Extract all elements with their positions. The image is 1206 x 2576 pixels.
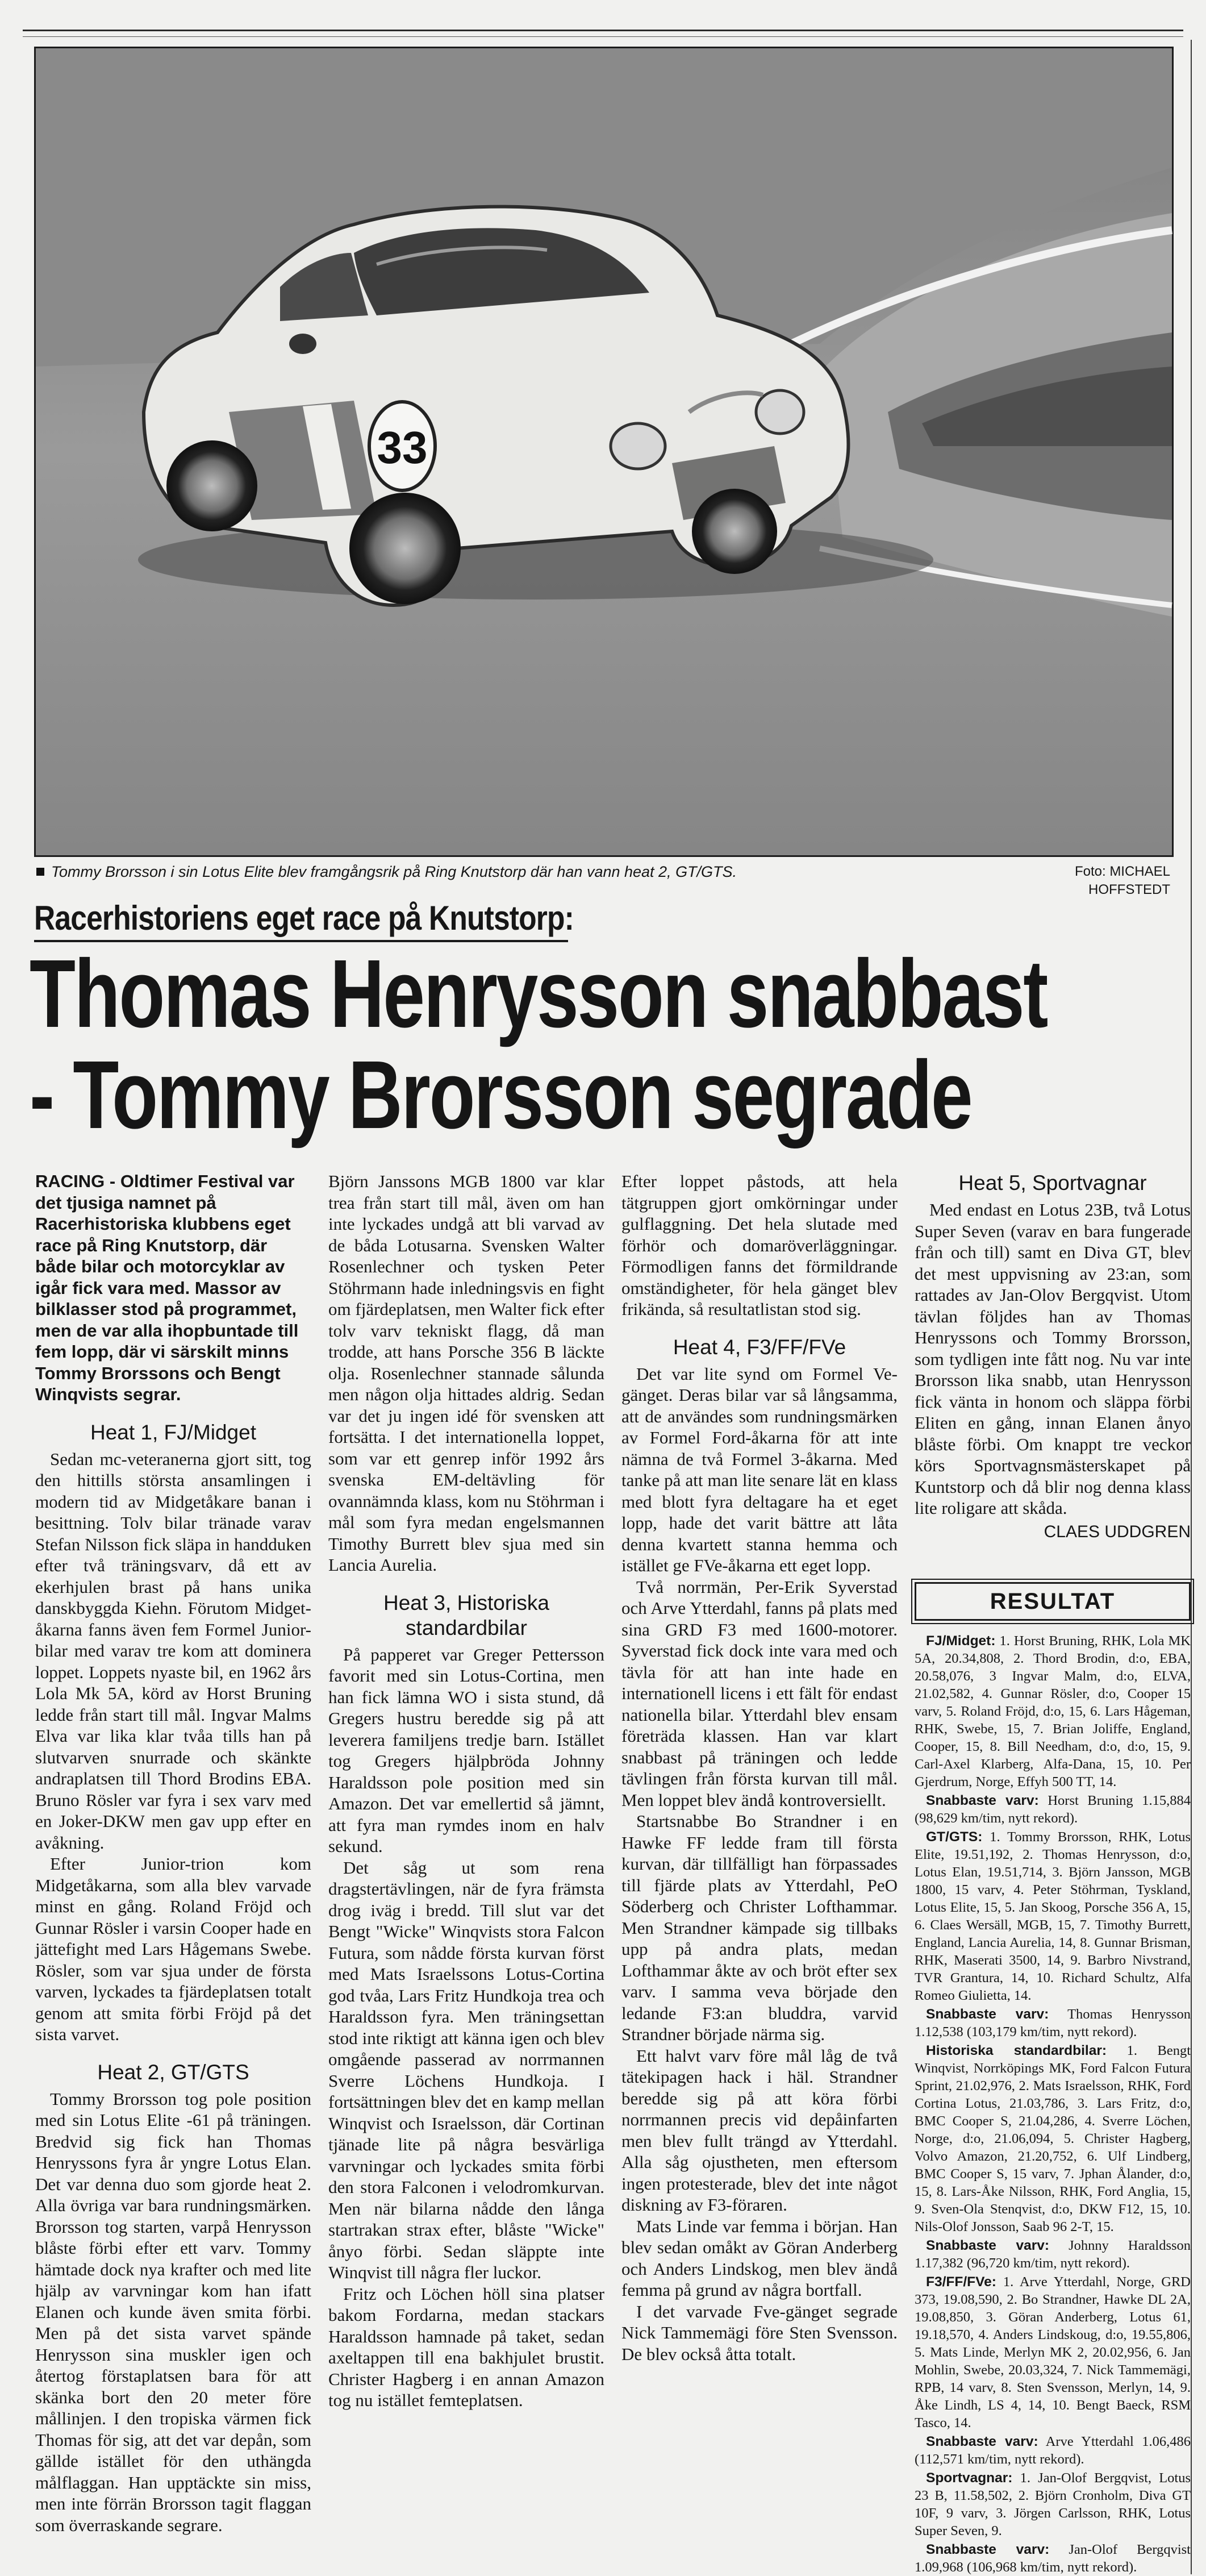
result-entry xyxy=(915,2237,1191,2272)
article-paragraph: Efter loppet påstods, att hela tätgruppen gjort omkörningar under gulflaggning. Det hela slutade med förhör och domaröverläggningar. Förmodligen fanns det förmildrande omständigheter, för hela gänget blev frikända, så resultatlistan stod sig. xyxy=(621,1171,898,1319)
results-list xyxy=(915,1632,1191,2576)
headline-line-1: Thomas Henrysson snabbast xyxy=(30,940,1048,1048)
result-entry xyxy=(915,1828,1191,2004)
page-top-rule-thin xyxy=(23,36,1183,37)
photo-caption-text: Tommy Brorsson i sin Lotus Elite blev framgångsrik på Ring Knutstorp där han vann heat 2, GT/GTS. xyxy=(51,863,737,880)
result-entry xyxy=(915,2273,1191,2432)
photo-caption xyxy=(36,863,968,881)
fastest-lap-label: Snabbaste varv: xyxy=(926,2542,1050,2557)
result-class-label: Sportvagnar: xyxy=(926,2470,1013,2486)
result-text: 1. Tommy Brorsson, RHK, Lotus Elite, 19.51,192, 2. Thomas Henrysson, d:o, Lotus Elan, 19.51,714, 3. Björn Jansson, MGB 1800, 15 varv, 4. Peter Stöhrman, Tyskland, Lotus Elite, 15, 5. Jan Skoog, Porsche 356 A, 15, 6. Claes Wersäll, MGB, 15, 7. Timothy Burrett, England, Lancia Aurelia, 14, 8. Gunnar Brisman, RHK, Maserati 3500, 14, 9. Barbro Nivstrand, TVR Grantura, 14, 10. Richard Schultz, Alfa Romeo Giulietta, 14. xyxy=(915,1829,1191,2003)
result-text: Arve Ytterdahl 1.06,486 (112,571 km/tim, nytt rekord). xyxy=(915,2434,1191,2467)
kicker-headline: Racerhistoriens eget race på Knutstorp: xyxy=(34,899,574,937)
result-entry xyxy=(915,2433,1191,2468)
result-entry xyxy=(915,2469,1191,2540)
result-text: 1. Arve Ytterdahl, Norge, GRD 373, 19.08,590, 2. Bo Strandner, Hawke DL 2A, 19.08,850, 3. Göran Anderberg, Lotus 61, 19.18,570, 4. Anders Lindskoug, d:o, 19.55,806, 5. Mats Linde, Merlyn MK 2, 20.02,956, 6. Jan Mohlin, Swebe, 20.03,324, 7. Nick Tammemägi, RPB, 14 varv, 8. Sten Svensson, Merlyn, 14, 9. Åke Lindh, LS 4, 14, 10. Bengt Baeck, RSM Tasco, 14. xyxy=(915,2274,1191,2431)
results-heading: RESULTAT xyxy=(915,1582,1191,1621)
photo-credit: Foto: MICHAEL HOFFSTEDT xyxy=(1074,864,1170,897)
result-entry xyxy=(915,1792,1191,1827)
page-top-rule xyxy=(23,30,1183,31)
result-class-label: GT/GTS: xyxy=(926,1829,983,1845)
byline: CLAES UDDGREN xyxy=(1044,1522,1191,1541)
subhead-heat-3: Heat 3, Historiska standardbilar xyxy=(383,1591,549,1639)
article-column-3 xyxy=(621,1171,898,2557)
result-text: 1. Horst Bruning, RHK, Lola MK 5A, 20.34,808, 2. Thord Brodin, d:o, EBA, 20.58,076, 3 Ingvar Malm, d:o, ELVA, 21.02,582, 4. Gunnar Rösler, d:o, Cooper 15 varv, 5. Roland Fröjd, d:o, 15, 6. Lars Hågeman, RHK, Swebe, 15, 7. Brian Joliffe, England, Cooper, 15, 8. Bill Needham, d:o, d:o, 15, 9. Carl-Axel Klarberg, Alfa-Dana, 15, 10. Per Gjerdrum, Norge, Effyh 500 TT, 14. xyxy=(915,1633,1191,1790)
article-column-1 xyxy=(35,1171,311,2557)
result-entry xyxy=(915,2541,1191,2576)
article-paragraph: Ett halvt varv före mål låg de två tätekipagen hack i häl. Strandner beredde sig på att köra förbi norrmannen precis vid depåinfarten men blev fullt trängd av Ytterdahl. Alla såg ojustheten, men eftersom ingen protesterade, blev det inte något diskning av F3-föraren. xyxy=(621,2045,898,2215)
subhead-heat-4: Heat 4, F3/FF/FVe xyxy=(673,1335,846,1359)
result-entry xyxy=(915,2005,1191,2041)
result-text: Johnny Haraldsson 1.17,382 (96,720 km/tim, nytt rekord). xyxy=(915,2238,1191,2271)
article-paragraph: Björn Janssons MGB 1800 var klar trea från start till mål, även om han inte lyckades undgå att bli varvad av de båda Lotusarna. Svensken Walter Rosenlechner och tysken Peter Stöhrmann hade inledningsvis en fight om fjärdeplatsen, men Walter fick efter tolv varv tekniskt flagg, då man trodde, att hans Porsche 356 B läckte olja. Rosenlechner stannade sålunda men någon olja hittades aldrig. Sedan var det ju ingen idé för svensken att fortsätta. I det internationella loppet, som var ett genrep inför 1992 års svenska EM-deltävling för ovannämnda klass, kom nu Stöhrman i mål som fyra medan engelsmannen Timothy Burrett blev sjua med sin Lancia Aurelia. xyxy=(328,1171,604,1575)
article-paragraph: Med endast en Lotus 23B, två Lotus Super Seven (varav en bara fungerade från och till) samt en Diva GT, blev det mest uppvisning av 23:an, som rattades av Jan-Olov Bergqvist. Utom tävlan följdes han av Thomas Henryssons och Tommy Brorsson, som tydligen inte fått nog. Nu var inte Brorsson lika snabb, utan Henrysson fick vänta in honom och släppa förbi Eliten en gång, innan Elanen ånyo blåste förbi. Om knappt tre veckor körs Sportvagnsmästerskapet på Kuntstorp och då blir nog denna klass lite roligare att skåda. xyxy=(915,1200,1191,1518)
result-class-label: FJ/Midget: xyxy=(926,1633,996,1649)
subhead-heat-5: Heat 5, Sportvagnar xyxy=(958,1171,1147,1195)
page-edge-rule xyxy=(1191,40,1192,2574)
article-column-4 xyxy=(915,1171,1191,2575)
fastest-lap-label: Snabbaste varv: xyxy=(926,1793,1039,1808)
race-car-photo xyxy=(34,47,1174,857)
result-class-label: Historiska standardbilar: xyxy=(926,2043,1107,2058)
result-text: 1. Jan-Olof Bergqvist, Lotus 23 B, 11.58,502, 2. Björn Cronholm, Diva GT 10F, 9 varv, 3. Jörgen Carlsson, RHK, Lotus Super Seven, 9. xyxy=(915,2470,1191,2538)
car-number: 33 xyxy=(377,422,428,473)
article-paragraph: På papperet var Greger Pettersson favorit med sin Lotus-Cortina, men han fick lämna WO i sista stund, då Gregers hustru beredde sig på att leverera familjens tredje barn. Istället tog Gregers hjälpbröda Johnny Haraldsson pole position med sin Amazon. Det var emellertid så jämnt, att fyra man rymdes inom en halv sekund. xyxy=(328,1644,604,1856)
fastest-lap-label: Snabbaste varv: xyxy=(926,2238,1050,2253)
article-paragraph: I det varvade Fve-gänget segrade Nick Tammemägi före Sten Svensson. De blev också åtta totalt. xyxy=(621,2301,898,2364)
article-paragraph: Efter Junior-trion kom Midgetåkarna, som alla blev varvade minst en gång. Roland Fröjd och Gunnar Rösler i varsin Cooper hade en jättefight med Lars Hågemans Swebe. Rösler, som var sjua under de första varven, lyckades ta fjärdeplatsen totalt genom att smita förbi Fröjd på det sista varvet. xyxy=(35,1854,311,2044)
article-paragraph: Sedan mc-veteranerna gjort sitt, tog den hittills största ansamlingen i modern tid av Midgetåkare banan i besittning. Tolv bilar tränade varav Stefan Nilsson fick släpa in handduken efter två träningsvarv, då ett av ekerhjulen brast på hans unika danskbyggda Kiehn. Förutom Midget-åkarna fanns även fem Formel Junior-bilar med varav tre kom att dominera loppet. Loppets nyaste bil, en 1962 års Lola Mk 5A, körd av Horst Bruning ledde från start till mål. Ingvar Malms Elva var lika klar tvåa tills han på slutvarven snurrade och skänkte andraplatsen till Thord Brodins EBA. Bruno Rösler var fyra i sex varv med en Joker-DKW men gav upp efter en avåkning. xyxy=(35,1449,311,1853)
article-paragraph: Det såg ut som rena dragstertävlingen, när de fyra främsta drog iväg i bredd. Till slut var det Bengt "Wicke" Winqvists stora Falcon Futura, som nådde första kurvan först med Mats Israelssons Lotus-Cortina god tvåa, Lars Fritz Hundkoja trea och Haraldsson fyra. Men träningsettan stod inte riktigt att känna igen och blev omgående passerad av norrmannen Sverre Löchens Hundkoja. I fortsättningen blev det en kamp mellan Winqvist och Israelsson, där Cortinan tjänade lite på några besvärliga varvningar och lyckades smita förbi den stora Falconen i velodromkurvan. Men när bilarna nådde den långa startrakan strax efter, blåste "Wicke" ånyo förbi. Sedan släppte inte Winqvist till några fler luckor. xyxy=(328,1857,604,2282)
subhead-heat-1: Heat 1, FJ/Midget xyxy=(90,1420,256,1444)
main-headline xyxy=(30,940,1049,1149)
article-paragraph: Tommy Brorsson tog pole position med sin Lotus Elite -61 på träningen. Bredvid sig fick han Thomas Henryssons fyra år yngre Lotus Elan. Det var denna duo som gjorde heat 2. Alla övriga var bara rundningsmärken. Brorsson tog starten, varpå Henrysson blåste förbi efter ett varv. Tommy hämtade dock nya krafter och med lite hjälp av varvningar kom han ifatt Elanen och kunde även smita förbi. Men på det sista varvet spände Henrysson sina muskler igen och återtog förstaplatsen bara för att skänka bort den 20 meter före mållinjen. I den tropiska värmen fick Thomas för sig, att det var depån, som gällde istället för den uthängda målflaggan. Han upptäckte sin miss, men inte förrän Brorsson tagit flaggan som överraskande segrare. xyxy=(35,2088,311,2535)
caption-bullet xyxy=(36,868,44,876)
result-entry xyxy=(915,2042,1191,2236)
result-text: Horst Bruning 1.15,884 (98,629 km/tim, nytt rekord). xyxy=(915,1793,1191,1826)
article-paragraph: Mats Linde var femma i början. Han blev sedan omåkt av Göran Anderberg och Anders Lindskog, men blev ändå femma på grund av några bortfall. xyxy=(621,2216,898,2300)
article-paragraph: Fritz och Löchen höll sina platser bakom Fordarna, medan stackars Haraldsson hamnade på taket, sedan axeltappen till ena bakhjulet brustit. Christer Hagberg i en annan Amazon tog nu istället femteplatsen. xyxy=(328,2283,604,2410)
article-lead: RACING - Oldtimer Festival var det tjusiga namnet på Racerhistoriska klubbens eget race på Ring Knutstorp, där både bilar och motorcyklar av igår fick vara med. Massor av bilklasser stod på programmet, men de var alla ihopbuntade till fem lopp, där vi särskilt minns Tommy Brorssons och Bengt Winqvists segrar. xyxy=(35,1171,299,1404)
headline-line-2: - Tommy Brorsson segrade xyxy=(30,1041,972,1149)
article-column-2 xyxy=(328,1171,604,2557)
result-entry xyxy=(915,1632,1191,1791)
result-text: 1. Bengt Winqvist, Norrköpings MK, Ford Falcon Futura Sprint, 21.02,976, 2. Mats Israelsson, RHK, Ford Cortina Lotus, 21.03,786, 3. Lars Fritz, d:o, BMC Cooper S, 21.04,286, 4. Sverre Löchen, Norge, d:o, 21.06,094, 5. Christer Hagberg, Volvo Amazon, 21.20,752, 6. Ulf Lindberg, BMC Cooper S, 15 varv, 7. Jphan Ålander, d:o, 15, 8. Lars-Åke Nilsson, RHK, Ford Anglia, 15, 9. Sven-Ola Stenqvist, d:o, DKW F12, 15, 10. Nils-Olof Jonsson, Saab 96 2-T, 15. xyxy=(915,2043,1191,2234)
fastest-lap-label: Snabbaste varv: xyxy=(926,2434,1038,2449)
result-text: Jan-Olof Bergqvist 1.09,968 (106,968 km/tim, nytt rekord). xyxy=(915,2542,1191,2575)
race-car-illustration xyxy=(36,48,1172,855)
result-class-label: F3/FF/FVe: xyxy=(926,2274,996,2290)
result-text: Thomas Henrysson 1.12,538 (103,179 km/tim, nytt rekord). xyxy=(915,2007,1191,2040)
fastest-lap-label: Snabbaste varv: xyxy=(926,2007,1049,2022)
subhead-heat-2: Heat 2, GT/GTS xyxy=(97,2060,249,2084)
article-paragraph: Startsnabbe Bo Strandner i en Hawke FF ledde fram till första kurvan, där tillfälligt han förpassades till fjärde plats av Ytterdahl, PeO Söderberg och Christer Lofthammar. Men Strandner kämpade sig tillbaks upp på andra plats, medan Lofthammar åkte av och bröt efter sex varv. I samma veva började den ledande F3:an bluddra, varvid Strandner började närma sig. xyxy=(621,1811,898,2044)
article-paragraph: Det var lite synd om Formel Ve-gänget. Deras bilar var så långsamma, att de användes som rundningsmärken av Formel Ford-åkarna för att inte nämna de två Formel 3-åkarna. Med tanke på att man lite senare lät en klass med blott fyra deltagare ha et eget lopp, hade det varit bättre att låta denna kvartett stanna hemma och istället ge FVe-åkarna ett eget lopp. xyxy=(621,1363,898,1575)
article-paragraph: Två norrmän, Per-Erik Syverstad och Arve Ytterdahl, fanns på plats med sina GRD F3 med 1600-motorer. Syverstad fick dock inte vara med och tävla för att han inte hade en internationell licens i ett fält för endast nationella bilar. Ytterdahl blev ensam företräda klassen. Han var klart snabbast på träningen och ledde tävlingen från första kurvan till mål. Men loppet blev ändå kontroversiellt. xyxy=(621,1576,898,1810)
